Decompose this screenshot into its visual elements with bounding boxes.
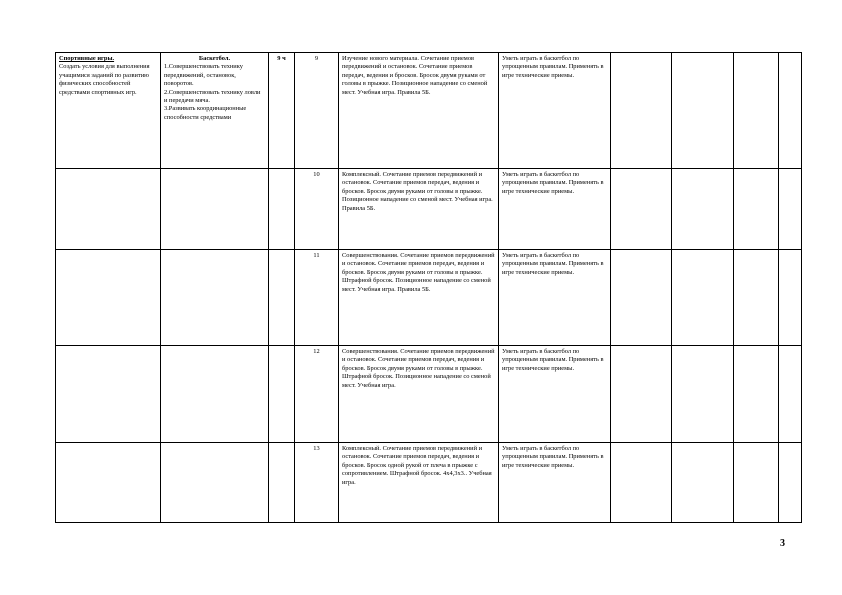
empty-cell xyxy=(672,443,734,523)
lesson-result: Уметь играть в баскетбол по упрощенным правилам. Применять в игре технические приемы. xyxy=(499,346,611,443)
goal-item: 3.Развивать координационные способности средствами xyxy=(164,105,247,121)
empty-cell xyxy=(734,250,779,346)
empty-cell xyxy=(779,250,802,346)
lesson-number: 12 xyxy=(295,346,339,443)
lesson-number: 9 xyxy=(295,53,339,169)
empty-cell xyxy=(672,346,734,443)
empty-cell xyxy=(779,53,802,169)
empty-cell xyxy=(611,250,672,346)
empty-cell xyxy=(269,443,295,523)
empty-cell xyxy=(161,169,269,250)
table-row xyxy=(56,346,802,443)
empty-cell xyxy=(56,346,161,443)
table-row xyxy=(56,250,802,346)
page-number: 3 xyxy=(780,538,785,549)
empty-cell xyxy=(56,250,161,346)
empty-cell xyxy=(611,443,672,523)
lesson-content: Комплексный. Сочетание приемов передвижений и остановок. Сочетание приемов передач, ведения и бросков. Бросок двумя руками от головы в прыжке. Позиционное нападение со сменой мест. Учебная игра. Правила 5Б. xyxy=(339,169,499,250)
empty-cell xyxy=(611,53,672,169)
empty-cell xyxy=(672,53,734,169)
lesson-content: Комплексный. Сочетание приемов передвижений и остановок. Сочетание приемов передач, ведения и бросков. Бросок одной рукой от плеча в прыжке с сопротивлением. Штрафной бросок. 4х4,3х3.. Учебная игра. xyxy=(339,443,499,523)
empty-cell xyxy=(734,346,779,443)
lesson-plan-table xyxy=(55,52,802,523)
lesson-result: Уметь играть в баскетбол по упрощенным правилам. Применять в игре технические приемы. xyxy=(499,250,611,346)
lesson-result: Уметь играть в баскетбол по упрощенным правилам. Применять в игре технические приемы. xyxy=(499,53,611,169)
empty-cell xyxy=(161,443,269,523)
table-row xyxy=(56,443,802,523)
empty-cell xyxy=(56,443,161,523)
lesson-content: Совершенствования. Сочетание приемов передвижений и остановок. Сочетание приемов передач, ведения и бросков. Бросок двумя руками от головы в прыжке. Штрафной бросок. Позиционное нападение со сменой мест. Учебная игра. Правила 5Б. xyxy=(339,250,499,346)
section-task: Создать условия для выполнения учащимися заданий по развитию физических способностей средствами спортивных игр. xyxy=(59,63,150,96)
lesson-content: Совершенствования. Сочетание приемов передвижений и остановок. Сочетание приемов передач, ведения и бросков. Бросок двумя руками от головы в прыжке. Штрафной бросок. Позиционное нападение со сменой мест. Учебная игра. xyxy=(339,346,499,443)
empty-cell xyxy=(672,250,734,346)
lesson-result: Уметь играть в баскетбол по упрощенным правилам. Применять в игре технические приемы. xyxy=(499,169,611,250)
subsection-cell xyxy=(161,53,269,169)
empty-cell xyxy=(779,169,802,250)
lesson-number: 10 xyxy=(295,169,339,250)
goal-item: 2.Совершенствовать технику ловли и передачи мяча. xyxy=(164,88,261,105)
table-row xyxy=(56,169,802,250)
lesson-content: Изучение нового материала. Сочетание приемов передвижений и остановок. Сочетание приемов передач, ведения и бросков. Бросок двумя руками от головы в прыжке. Позиционное нападение со сменой мест. Учебная игра. Правила 5Б. xyxy=(339,53,499,169)
lesson-number: 11 xyxy=(295,250,339,346)
section-title: Спортивные игры. xyxy=(59,55,115,62)
empty-cell xyxy=(611,169,672,250)
empty-cell xyxy=(779,443,802,523)
empty-cell xyxy=(161,250,269,346)
empty-cell xyxy=(611,346,672,443)
empty-cell xyxy=(734,169,779,250)
empty-cell xyxy=(56,169,161,250)
empty-cell xyxy=(672,169,734,250)
lesson-result: Уметь играть в баскетбол по упрощенным правилам. Применять в игре технические приемы. xyxy=(499,443,611,523)
empty-cell xyxy=(269,250,295,346)
empty-cell xyxy=(269,169,295,250)
lesson-number: 13 xyxy=(295,443,339,523)
empty-cell xyxy=(269,346,295,443)
subsection-title: Баскетбол. xyxy=(198,55,231,62)
table-row xyxy=(56,53,802,169)
empty-cell xyxy=(734,53,779,169)
hours-cell: 9 ч xyxy=(269,53,295,169)
empty-cell xyxy=(734,443,779,523)
section-cell xyxy=(56,53,161,169)
goal-item: 1.Совершенствовать технику передвижений, остановок, поворотов. xyxy=(164,63,243,88)
empty-cell xyxy=(779,346,802,443)
empty-cell xyxy=(161,346,269,443)
